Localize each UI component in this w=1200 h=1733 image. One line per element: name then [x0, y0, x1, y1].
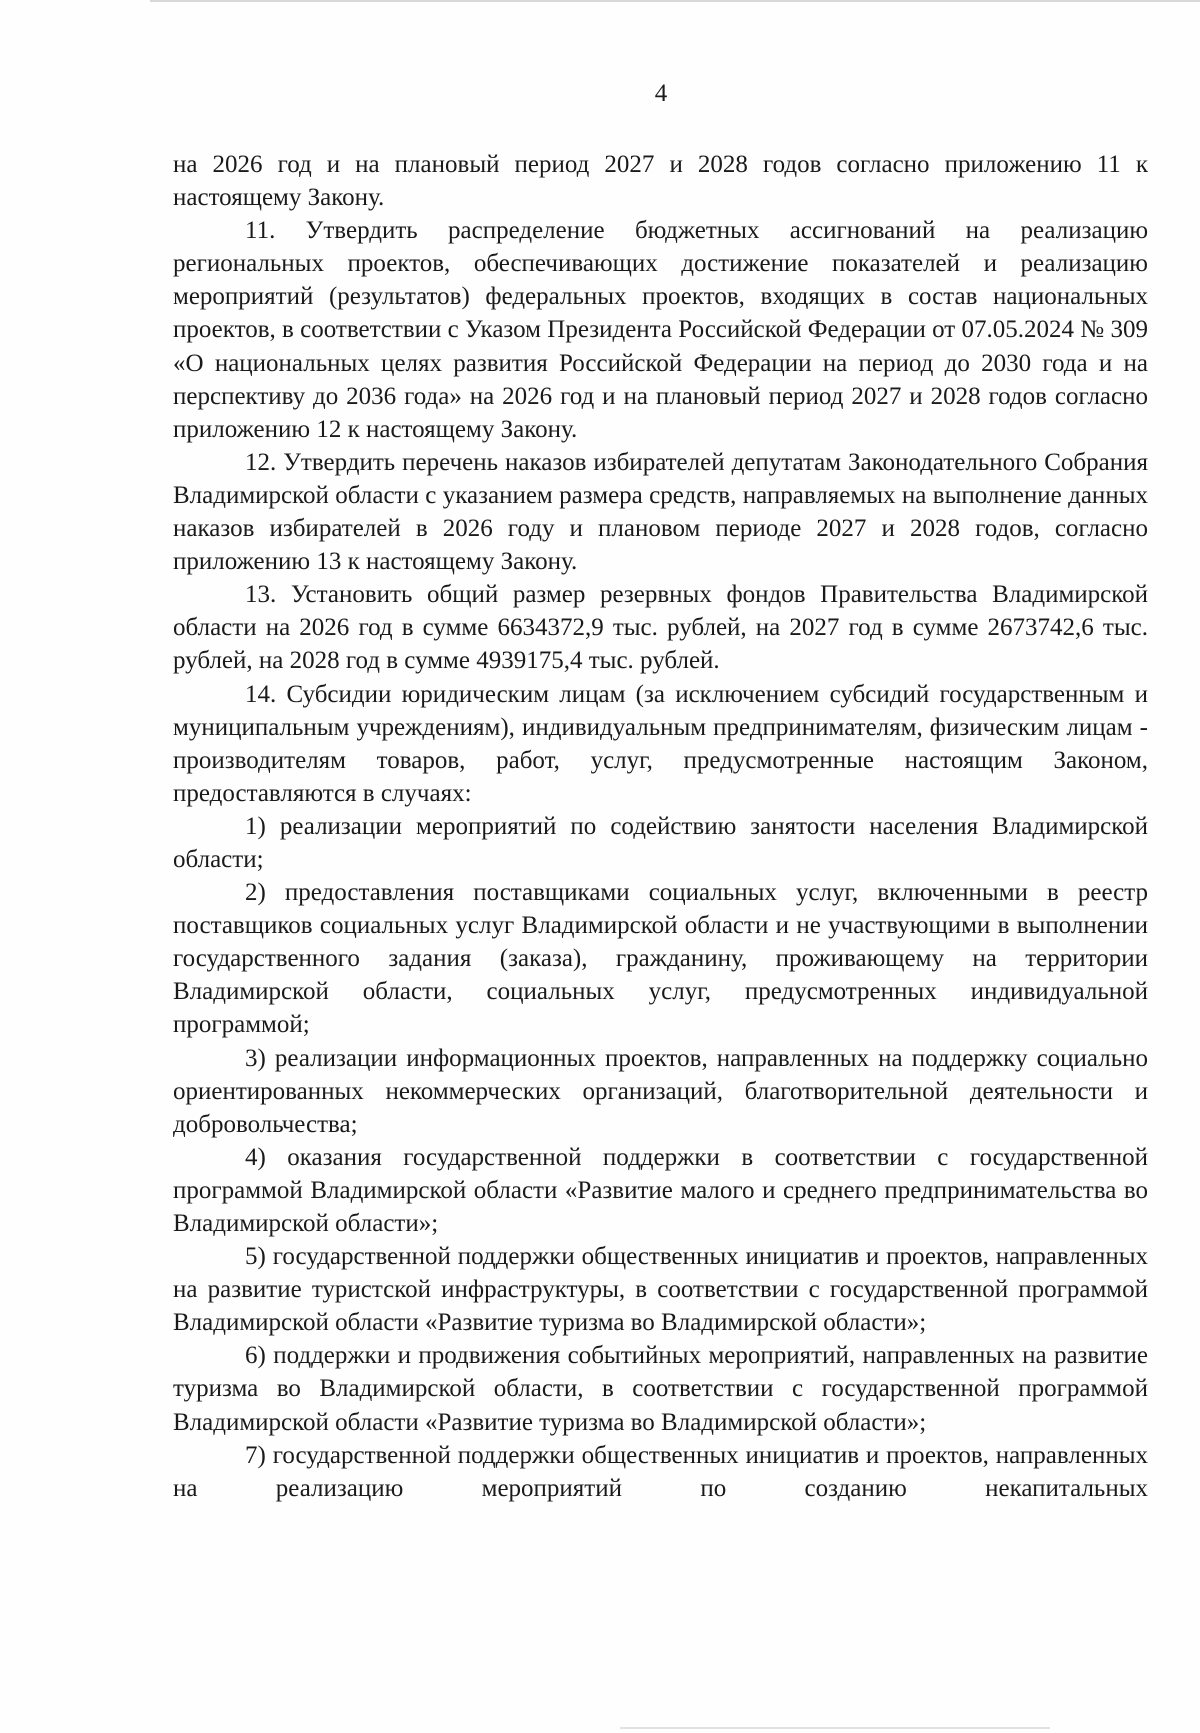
subitem-4: 4) оказания государственной поддержки в соответствии с государственной программой Владимирской области «Развитие малого и среднего предпринимательства во Владимирской области»; — [173, 1143, 1148, 1237]
subitem-1: 1) реализации мероприятий по содействию занятости населения Владимирской области; — [173, 812, 1148, 873]
paragraph-item-11: 11. Утвердить распределение бюджетных ассигнований на реализацию региональных проектов, обеспечивающих достижение показателей и реализацию мероприятий (результатов) федеральных проектов, входящих в состав национальных проектов, в соответствии с Указом Президента Российской Федерации от 07.05.2024 № 309 «О национальных целях развития Российской Федерации на период до 2030 года и на перспективу до 2036 года» на 2026 год и на плановый период 2027 и 2028 годов согласно приложению 12 к настоящему Закону. — [173, 217, 1148, 443]
paragraph-item-13: 13. Установить общий размер резервных фондов Правительства Владимирской области на 2026 год в сумме 6634372,9 тыс. рублей, на 2027 год в сумме 2673742,6 тыс. рублей, на 2028 год в сумме 4939175,4 тыс. рублей. — [173, 581, 1148, 675]
subitem-6: 6) поддержки и продвижения событийных мероприятий, направленных на развитие туризма во Владимирской области, в соответствии с государственной программой Владимирской области «Развитие туризма во Владимирской области»; — [173, 1342, 1148, 1436]
subitem-3: 3) реализации информационных проектов, направленных на поддержку социально ориентированных некоммерческих организаций, благотворительной деятельности и добровольчества; — [173, 1044, 1148, 1138]
paragraph-continuation: на 2026 год и на плановый период 2027 и 2028 годов согласно приложению 11 к настоящему Закону. — [173, 151, 1148, 212]
bottom-scan-edge — [620, 1727, 1050, 1729]
paragraph-item-12: 12. Утвердить перечень наказов избирателей депутатам Законодательного Собрания Владимирской области с указанием размера средств, направляемых на выполнение данных наказов избирателей в 2026 году и плановом периоде 2027 и 2028 годов, согласно приложению 13 к настоящему Закону. — [173, 448, 1148, 576]
paragraph-item-14: 14. Субсидии юридическим лицам (за исключением субсидий государственным и муниципальным учреждениям), индивидуальным предпринимателям, физическим лицам - производителям товаров, работ, услуг, предусмотренные настоящим Законом, предоставляются в случаях: — [173, 680, 1148, 807]
page-number: 4 — [654, 80, 668, 107]
top-scan-edge — [150, 0, 1200, 2]
subitem-5: 5) государственной поддержки общественных инициатив и проектов, направленных на развитие туристской инфраструктуры, в соответствии с государственной программой Владимирской области «Развитие туризма во Владимирской области»; — [173, 1243, 1148, 1337]
subitem-7: 7) государственной поддержки общественных инициатив и проектов, направленных на реализацию мероприятий по созданию некапитальных — [173, 1441, 1148, 1502]
law-text-body — [173, 148, 1148, 1505]
subitem-2: 2) предоставления поставщиками социальных услуг, включенными в реестр поставщиков социальных услуг Владимирской области и не участвующими в выполнении государственного задания (заказа), гражданину, проживающему на территории Владимирской области, социальных услуг, предусмотренных индивидуальной программой; — [173, 879, 1148, 1039]
